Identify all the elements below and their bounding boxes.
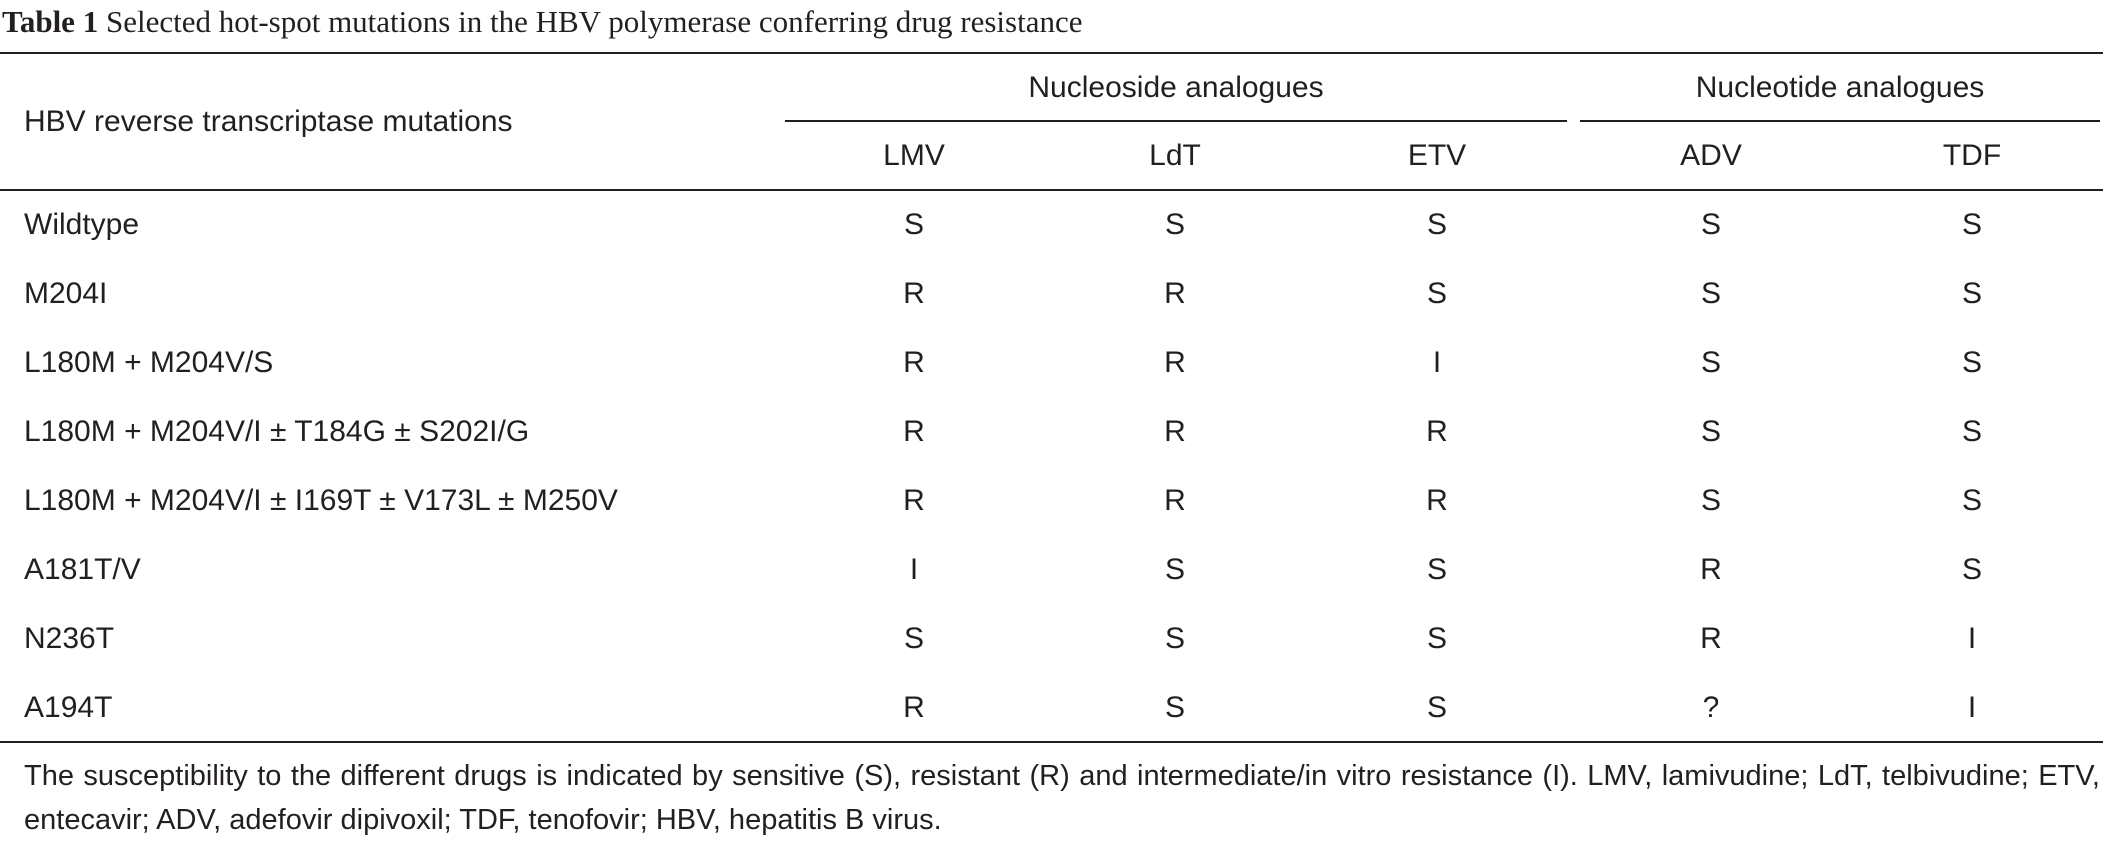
table-cell-lmv: R: [903, 415, 925, 448]
table-cell-tdf: S: [1961, 346, 1982, 379]
table-cell-adv: S: [1700, 484, 1721, 517]
table-footnote: The susceptibility to the different drugs is indicated by sensitive (S), resistant (R) and intermediate/in vitro resistance (I). LMV, lamivudine; LdT, telbivudine; ETV, entecavir; ADV, adefovir dipivoxil; TDF, tenofovir; HBV, hepatitis B virus.: [24, 760, 2100, 836]
table-cell-ldt: R: [1164, 415, 1186, 448]
table-cell-etv: S: [1426, 553, 1447, 586]
table-header-rule: [0, 189, 2103, 191]
table-row-mutation: A194T: [24, 691, 113, 724]
table-cell-adv: ?: [1702, 691, 1720, 724]
row-header: HBV reverse transcriptase mutations: [24, 105, 513, 138]
table-row-mutation: N236T: [24, 622, 115, 655]
group-rule-nucleotide: [1580, 120, 2100, 122]
table-row-mutation: A181T/V: [24, 553, 141, 586]
table-cell-adv: R: [1700, 622, 1722, 655]
table-cell-tdf: S: [1961, 484, 1982, 517]
table-cell-ldt: R: [1164, 277, 1186, 310]
table-cell-adv: R: [1700, 553, 1722, 586]
table-row-mutation: L180M + M204V/I ± I169T ± V173L ± M250V: [24, 484, 618, 517]
table-cell-lmv: S: [903, 208, 924, 241]
column-header-lmv: LMV: [883, 139, 945, 172]
table-cell-etv: S: [1426, 208, 1447, 241]
table-cell-lmv: R: [903, 346, 925, 379]
table-cell-lmv: R: [903, 484, 925, 517]
table-row-mutation: L180M + M204V/I ± T184G ± S202I/G: [24, 415, 530, 448]
table-cell-tdf: I: [1967, 622, 1977, 655]
table-cell-tdf: S: [1961, 415, 1982, 448]
table-cell-etv: S: [1426, 622, 1447, 655]
table-caption-text: Selected hot-spot mutations in the HBV polymerase conferring drug resistance: [105, 4, 1083, 39]
table-cell-adv: S: [1700, 346, 1721, 379]
column-header-adv: ADV: [1680, 139, 1742, 172]
table-row-mutation: M204I: [24, 277, 108, 310]
table-row-mutation: Wildtype: [24, 208, 140, 241]
table-caption-label: Table 1: [2, 4, 99, 39]
table-cell-etv: S: [1426, 691, 1447, 724]
table-cell-ldt: R: [1164, 346, 1186, 379]
column-header-etv: ETV: [1407, 139, 1467, 172]
group-rule-nucleoside: [785, 120, 1567, 122]
table-row-mutation: L180M + M204V/S: [24, 346, 274, 379]
table-cell-tdf: I: [1967, 691, 1977, 724]
table-cell-etv: R: [1426, 415, 1448, 448]
table-cell-adv: S: [1700, 415, 1721, 448]
table-cell-adv: S: [1700, 277, 1721, 310]
table-bottom-rule: [0, 741, 2103, 743]
group-header-nucleotide: Nucleotide analogues: [1695, 71, 1985, 104]
table-cell-ldt: R: [1164, 484, 1186, 517]
table-top-rule: [0, 52, 2103, 54]
table-cell-adv: S: [1700, 208, 1721, 241]
table-cell-lmv: S: [903, 622, 924, 655]
table-cell-lmv: I: [909, 553, 919, 586]
table-cell-tdf: S: [1961, 208, 1982, 241]
table-cell-ldt: S: [1164, 622, 1185, 655]
group-header-nucleoside: Nucleoside analogues: [1028, 71, 1324, 104]
table-cell-tdf: S: [1961, 277, 1982, 310]
table-cell-etv: R: [1426, 484, 1448, 517]
table-cell-ldt: S: [1164, 553, 1185, 586]
table-cell-ldt: S: [1164, 208, 1185, 241]
table-caption: [2, 2, 2097, 42]
table-cell-lmv: R: [903, 691, 925, 724]
column-header-ldt: LdT: [1149, 139, 1201, 172]
table-cell-etv: S: [1426, 277, 1447, 310]
table-cell-etv: I: [1432, 346, 1442, 379]
table-cell-lmv: R: [903, 277, 925, 310]
column-header-tdf: TDF: [1942, 139, 2002, 172]
table-cell-tdf: S: [1961, 553, 1982, 586]
table-cell-ldt: S: [1164, 691, 1185, 724]
